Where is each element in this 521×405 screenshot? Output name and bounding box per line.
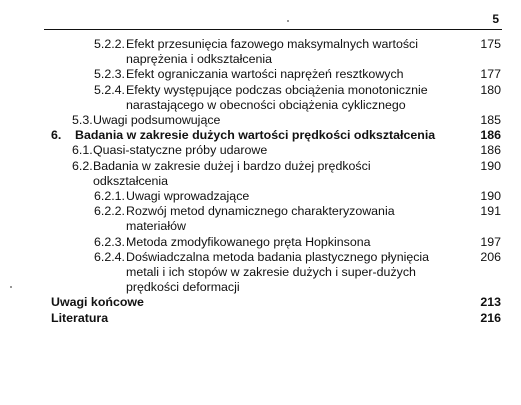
toc-entry	[0, 311, 521, 326]
toc-entry-number: 6.2.3.	[94, 234, 126, 249]
toc-entry-title-line: materiałów	[126, 219, 186, 234]
toc-entry-page: 180	[480, 82, 501, 97]
toc-entry-title	[51, 295, 431, 310]
toc-entry-number: 5.2.3.	[94, 67, 126, 82]
toc-entry-number: 6.	[51, 128, 62, 143]
toc-entry-page: 213	[480, 295, 501, 310]
toc-entry	[0, 37, 521, 67]
toc-entry-title-line: Badania w zakresie dużych wartości prędkości odkształcenia	[75, 128, 436, 143]
toc-entry-page: 186	[480, 128, 501, 143]
toc-entry-title-line: Uwagi podsumowujące	[93, 113, 221, 127]
toc-entry-number: 6.2.	[72, 158, 93, 173]
toc-entry-page: 190	[480, 189, 501, 203]
page-number: 5	[492, 12, 499, 26]
toc-entry	[0, 128, 521, 143]
toc-entry-title-line: odkształcenia	[93, 173, 169, 188]
toc-entry-title	[93, 113, 453, 128]
toc-entry-title	[126, 235, 461, 250]
toc-entry-title	[126, 204, 461, 234]
toc-entry-title-line: metali i ich stopów w zakresie dużych i super-dużych	[126, 264, 416, 279]
toc-entry-title-line: Literatura	[51, 310, 109, 325]
toc-entry-title	[126, 83, 461, 113]
toc-entry-title	[126, 37, 461, 67]
toc-entry-number: 5.2.4.	[94, 82, 126, 97]
toc-entry	[0, 143, 521, 158]
toc-entry-page: 216	[480, 310, 501, 325]
toc-entry-number: 5.3.	[72, 113, 93, 127]
toc-entry-title-line: Uwagi wprowadzające	[126, 189, 250, 203]
toc-entry-number: 6.1.	[72, 143, 93, 158]
toc-entry-title-line: narastającego w obecności obciążenia cyklicznego	[126, 97, 406, 112]
toc-entry-title-line: Quasi-statyczne próby udarowe	[93, 143, 268, 158]
toc-entry-title	[126, 189, 461, 204]
toc-entry-page: 175	[480, 37, 501, 51]
scan-speck	[287, 20, 289, 22]
toc-entry	[0, 159, 521, 189]
toc-entry-page: 206	[480, 249, 501, 264]
toc-entry-title-line: Rozwój metod dynamicznego charakteryzowania	[126, 204, 395, 219]
toc-entry-title	[51, 311, 431, 326]
toc-entry	[0, 250, 521, 296]
toc-entry-title	[93, 159, 453, 189]
toc-entry	[0, 67, 521, 82]
toc-entry-title-line: Efekty występujące podczas obciążenia monotonicznie	[126, 82, 428, 97]
toc-entry-page: 185	[480, 113, 501, 127]
toc-entry-page: 186	[480, 143, 501, 158]
toc-entry-title-line: Efekt ograniczania wartości naprężeń resztkowych	[126, 67, 404, 82]
toc-entry-page: 177	[480, 67, 501, 82]
toc-entry-title-line: Badania w zakresie dużej i bardzo dużej prędkości	[93, 158, 371, 173]
toc-entry-title	[93, 143, 453, 158]
toc-entry-title-line: Doświadczalna metoda badania plastycznego płynięcia	[126, 249, 430, 264]
toc-entry-number: 6.2.2.	[94, 204, 126, 219]
toc-entry	[0, 295, 521, 310]
toc-entry-title	[126, 250, 461, 295]
toc-entry	[0, 83, 521, 113]
toc-entry-title-line: Uwagi końcowe	[51, 295, 144, 310]
toc-entry-page: 197	[480, 234, 501, 249]
toc-entry-title-line: Metoda zmodyfikowanego pręta Hopkinsona	[126, 234, 371, 249]
header-rule	[44, 29, 502, 30]
toc-entry	[0, 113, 521, 128]
toc-entry-title	[126, 67, 461, 82]
toc-entry	[0, 235, 521, 250]
toc-entry-number: 6.2.1.	[94, 189, 126, 203]
toc-entry-page: 191	[480, 204, 501, 219]
toc-entry-title-line: naprężenia i odkształcenia	[126, 52, 273, 66]
toc-entry-title-line: Efekt przesunięcia fazowego maksymalnych wartości	[126, 37, 418, 51]
toc-entry-number: 5.2.2.	[94, 37, 126, 51]
toc-entry-page: 190	[480, 158, 501, 173]
toc-entry	[0, 189, 521, 204]
toc-entry-title	[75, 128, 455, 143]
toc-entry-title-line: prędkości deformacji	[126, 279, 240, 294]
toc-entry-number: 6.2.4.	[94, 249, 126, 264]
toc-entry	[0, 204, 521, 234]
